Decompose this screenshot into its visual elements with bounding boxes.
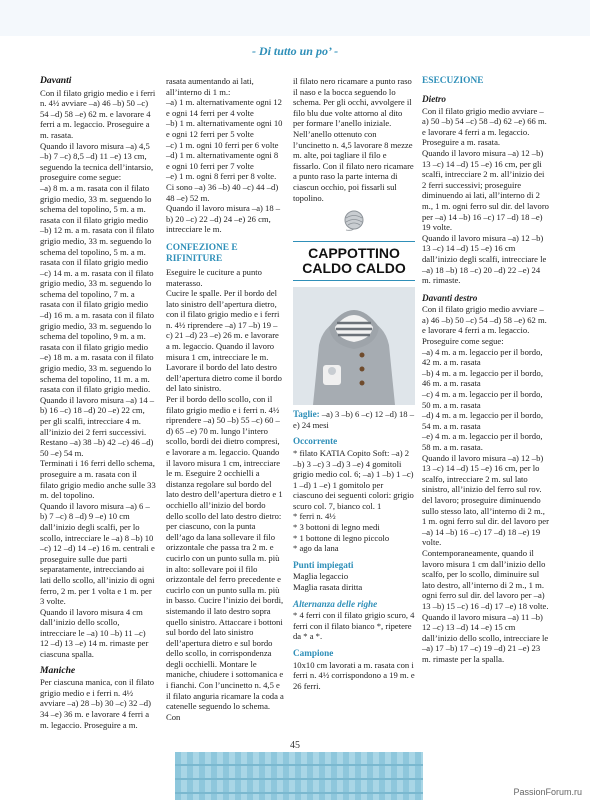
watermark: PassionForum.ru: [513, 787, 582, 797]
yarn-ball-icon: [343, 209, 365, 231]
project-title: CAPPOTTINO CALDO CALDO: [293, 241, 415, 281]
alternanza-title: Alternanza delle righe: [293, 598, 378, 609]
confezione-text: Eseguire le cuciture a punto materasso. Cucire le spalle. Per il bordo del lato sinistro dell’apertura dietro, con il filato grigio medio e i ferri n. 4½ riprendere –a) 17 –b) 19 –c) 21 –d) 23 –e) 26 m. e lavorare a m. legaccio. Quando il lavoro misura 1 cm, intrecciare le m. Lavorare il bordo del lato destro dell’apertura dietro come il bordo del lato sinistro. Per il bordo dello scollo, con il filato grigio medio e i ferri n. 4½ riprendere –a) 50 –b) 55 –c) 60 –d) 65 –e) 70 m. lungo l’intero scollo, bordi dei dietro compresi, e lavorare a m. legaccio. Quando il lavoro misura 1 cm, intrecciare le m. Eseguire 2 occhielli a distanza regolare sul bordo del lato destro dell’apertura dietro e 1 occhiello all’inizio del bordo dello scollo del lato destro dietro: per ciascuno, con la punta dell’ago da lana sollevare il filo orizzontale che passa tra 2 m. e cucirlo con un punto sulla m. più in alto: sollevare poi il filo orizzontale del ferro precedente e cucirlo con un punto sulla m. più in basso. Cucire l’inizio dei bordi, sistemando il lato destro sopra quello sinistro. Attaccare i bottoni sul bordo del lato sinistro dell’apertura dietro e sul bordo dello scollo, in corrispondenza degli occhielli. Montare le maniche, chiudere i sottomanica e i fianchi. Con l’uncinetto n. 4,5 e il filato anguria ricamare la coda a catenelle seguendo lo schema. Con: [166, 266, 284, 722]
top-band: [0, 0, 590, 36]
taglie-text: –a) 3 –b) 6 –c) 12 –d) 18 –e) 24 mesi: [293, 409, 414, 430]
campione-title: Campione: [293, 648, 334, 658]
davanti-text: Con il filato grigio medio e i ferri n. 4½ avviare –a) 46 –b) 50 –c) 54 –d) 58 –e) 62 m. e lavorare 4 ferri a m. legaccio. Proseguire a m. rasata. Quando il lavoro misura –a) 4,5 –b) 7 –c) 8,5 –d) 11 –e) 13 cm, seguendo la tecnica dell’intarsio, proseguire come segue: –a) 8 m. a m. rasata con il filato grigio medio, 33 m. seguendo lo schema del topolino, 5 m. a m. rasata con il filato grigio medio –b) 12 m. a m. rasata con il filato grigio medio, 33 m. seguendo lo schema del topolino, 5 m. a m. rasata con il filato grigio medio –c) 14 m. a m. rasata con il filato grigio medio, 33 m. seguendo lo schema del topolino, 7 m. a rasata con il filato grigio medio –d) 16 m. a m. rasata con il filato grigio medio, 33 m. seguendo lo schema del topolino, 9 m. a m. rasata con il filato grigio medio –e) 18 m. a m. rasata con il filato grigio medio, 33 m. seguendo lo schema del topolino, 11 m. a m. rasata con il filato grigio medio. Quando il lavoro misura –a) 14 –b) 16 –c) 18 –d) 20 –e) 22 cm, per gli scalfi, intrecciare 4 m. all’inizio dei 2 ferri successivi. Restano –a) 38 –b) 42 –c) 46 –d) 50 –e) 54 m. Terminati i 16 ferri dello schema, proseguire a m. rasata con il filato grigio medio anche sulle 33 m. del topolino. Quando il lavoro misura –a) 6 –b) 7 –c) 8 –d) 9 –e) 10 cm dall’inizio degli scalfi, per lo scollo, intrecciare le –a) 8 –b) 10 –c) 12 –d) 14 –e) 16 m. centrali e proseguire sulle due parti separatamente, intrecciando ai lati dello scollo, all’inizio di ogni ferro, 2 m. per 1 volta e 1 m. per 3 volte. Quando il lavoro misura 4 cm dall’inizio dello scollo, intrecciare le –a) 10 –b) 11 –c) 12 –d) 13 –e) 14 m. rimaste per ciascuna spalla.: [40, 87, 156, 660]
knit-texture-strip: [175, 752, 423, 800]
coat-photo: [293, 287, 415, 405]
maniche-text: Per ciascuna manica, con il filato grigio medio e i ferri n. 4½ avviare –a) 28 –b) 30 –c) 32 –d) 34 –e) 36 m. e lavorare 4 ferri a m. legaccio. Proseguire a m.: [40, 677, 155, 730]
embroidery-text: il filato nero ricamare a punto raso il naso e la bocca seguendo lo schema. Per gli occhi, avvolgere il filo blu due volte attorno al dito per formare l’anello iniziale. Nell’anello ottenuto con l’uncinetto n. 4,5 lavorare 8 mezze m. alte, poi tagliare il filo e fissarlo. Con il filato nero ricamare a punto raso la parte interna di ciascun occhio, poi fissarli sul topolino.: [293, 76, 414, 203]
page-number: 45: [290, 740, 300, 751]
confezione-title: CONFEZIONE E RIFINITURE: [166, 242, 238, 264]
davanti-destro-title: Davanti destro: [422, 292, 478, 303]
taglie-label: Taglie:: [293, 409, 320, 420]
davanti-title: Davanti: [40, 75, 72, 86]
maniche-title: Maniche: [40, 664, 76, 676]
maniche-continued-text: rasata aumentando ai lati, all’interno di 1 m.: –a) 1 m. alternativamente ogni 12 e ogni 14 ferri per 4 volte –b) 1 m. alternativamente ogni 10 e ogni 12 ferri per 5 volte –c) 1 m. ogni 10 ferri per 6 volte –d) 1 m. alternativamente ogni 8 e ogni 10 ferri per 7 volte –e) 1 m. ogni 8 ferri per 8 volte. Ci sono –a) 36 –b) 40 –c) 44 –d) 48 –e) 52 m. Quando il lavoro misura –a) 18 –b) 20 –c) 22 –d) 24 –e) 26 cm, intrecciare le m.: [166, 76, 283, 235]
punti-title: Punti impiegati: [293, 559, 354, 570]
davanti-destro-text: Con il filato grigio medio avviare –a) 46 –b) 50 –c) 54 –d) 58 –e) 62 m. e lavorare 4 ferri a m. legaccio. Proseguire come segue: –a) 4 m. a m. legaccio per il bordo, 42 m. a m. rasata –b) 4 m. a m. legaccio per il bordo, 46 m. a m. rasata –c) 4 m. a m. legaccio per il bordo, 50 m. a m. rasata –d) 4 m. a m. legaccio per il bordo, 54 m. a m. rasata –e) 4 m. a m. legaccio per il bordo, 58 m. a m. rasata. Quando il lavoro misura –a) 12 –b) 13 –c) 14 –d) 15 –e) 16 cm, per lo scalfo, intrecciare 2 m. sul lato sinistro, all’inizio del ferro sul rov. del lavoro; proseguire diminuendo sullo stesso lato, all’interno di 2 m., 1 m. ogni ferro sul dir. del lavoro per –a) 14 –b) 16 –c) 17 –d) 18 –e) 19 volte. Contemporaneamente, quando il lavoro misura 1 cm dall’inizio dello scalfo, per lo scollo, diminuire sul lato destro, all’interno di 2 m., 1 m. ogni ferro sul dir. del lavoro per –a) 13 –b) 15 –c) 16 –d) 17 –e) 18 volte. Quando il lavoro misura –a) 11 –b) 12 –c) 13 –d) 14 –e) 15 cm dall’inizio dello scollo, intrecciare le –a) 17 –b) 17 –c) 19 –d) 21 –e) 23 m. rimaste per la spalla.: [422, 304, 549, 664]
campione-text: 10x10 cm lavorati a m. rasata con i ferri n. 4½ corrispondono a 19 m. e 26 ferri.: [293, 659, 415, 691]
section-header: - Di tutto un po’ -: [251, 44, 339, 58]
punti-text: Maglia legaccio Maglia rasata diritta: [293, 571, 363, 593]
alternanza-text: * 4 ferri con il filato grigio scuro, 4 ferri con il filato bianco *, ripetere da * a *.: [293, 610, 415, 642]
occorrente-title: Occorrente: [293, 436, 338, 447]
dietro-title: Dietro: [422, 94, 446, 104]
column-3: [293, 76, 415, 691]
column-2: [166, 76, 284, 722]
column-4: [422, 76, 550, 664]
dietro-text: Con il filato grigio medio avviare –a) 50 –b) 54 –c) 58 –d) 62 –e) 66 m. e lavorare 4 ferri a m. legaccio. Proseguire a m. rasata. Quando il lavoro misura –a) 12 –b) 13 –c) 14 –d) 15 –e) 16 cm, per gli scalfi, intrecciare 2 m. all’inizio dei 2 ferri successivi; proseguire diminuendo ai lati, all’interno di 2 m., 1 m. ogni ferro sul dir. del lavoro per –a) 14 –b) 16 –c) 17 –d) 18 –e) 19 volte. Quando il lavoro misura –a) 12 –b) 13 –c) 14 –d) 15 –e) 16 cm dall’inizio degli scalfi, intrecciare le –a) 18 –b) 18 –c) 20 –d) 22 –e) 24 m. rimaste.: [422, 105, 549, 286]
column-1: [40, 76, 156, 730]
esecuzione-title: ESECUZIONE: [422, 76, 484, 86]
occorrente-text: * filato KATIA Copito Soft: –a) 2 –b) 3 –c) 3 –d) 3 –e) 4 gomitoli grigio medio col. 6; –a) 1 –b) 1 –c) 1 –d) 1 –e) 1 gomitolo per ciascuno dei seguenti colori: grigio scuro col. 7, bianco col. 1 * ferri n. 4½ * 3 bottoni di legno medi * 1 bottone di legno piccolo * ago da lana: [293, 447, 414, 554]
